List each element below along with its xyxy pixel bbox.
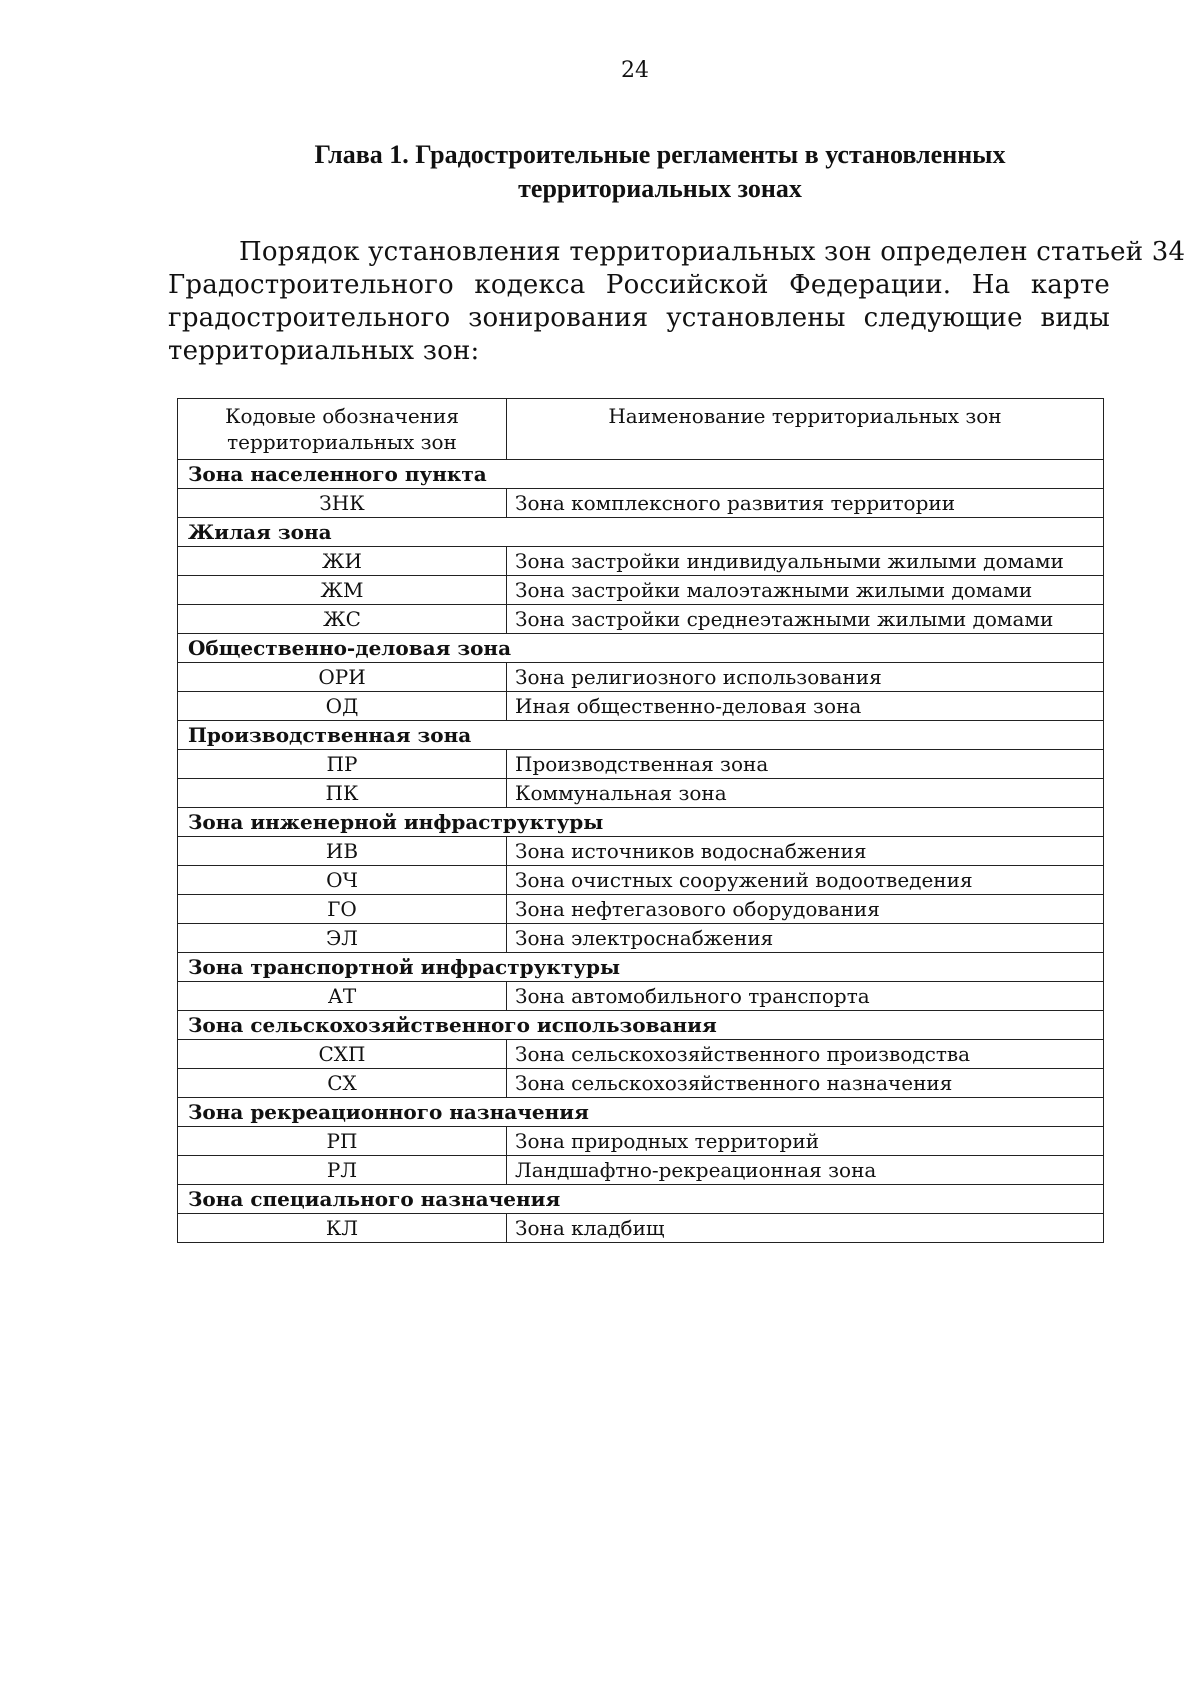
zone-name: Ландшафтно-рекреационная зона — [507, 1156, 1104, 1185]
chapter-title — [200, 138, 1120, 206]
zone-group-title: Производственная зона — [178, 721, 1104, 750]
zone-code: ЗНК — [178, 489, 507, 518]
header-code — [178, 399, 507, 460]
zone-code: ЖС — [178, 605, 507, 634]
zone-group-row — [178, 1098, 1104, 1127]
intro-line: Градостроительного кодекса Российской Федерации. На карте — [168, 270, 1110, 300]
table-row — [178, 1069, 1104, 1098]
table-row — [178, 489, 1104, 518]
table-row — [178, 1156, 1104, 1185]
table-row — [178, 547, 1104, 576]
header-code-line-2: территориальных зон — [227, 430, 457, 454]
zone-group-title: Общественно-деловая зона — [178, 634, 1104, 663]
zone-name: Зона очистных сооружений водоотведения — [507, 866, 1104, 895]
zone-name: Зона застройки среднеэтажными жилыми домами — [507, 605, 1104, 634]
table-row — [178, 1127, 1104, 1156]
table-header-row — [178, 399, 1104, 460]
table-row — [178, 924, 1104, 953]
intro-line: Порядок установления территориальных зон определен статьей 34 — [239, 237, 1186, 267]
zone-code: ПК — [178, 779, 507, 808]
zone-group-row — [178, 634, 1104, 663]
zone-name: Зона кладбищ — [507, 1214, 1104, 1243]
header-code-line-1: Кодовые обозначения — [225, 404, 459, 428]
intro-line: градостроительного зонирования установлены следующие виды — [168, 303, 1110, 333]
intro-line: территориальных зон: — [168, 336, 480, 366]
zone-code: СХ — [178, 1069, 507, 1098]
chapter-title-line-1: Глава 1. Градостроительные регламенты в установленных — [314, 140, 1006, 169]
zone-name: Зона комплексного развития территории — [507, 489, 1104, 518]
zone-name: Коммунальная зона — [507, 779, 1104, 808]
zone-name: Зона застройки индивидуальными жилыми домами — [507, 547, 1104, 576]
table-row — [178, 895, 1104, 924]
table-row — [178, 866, 1104, 895]
zone-name: Зона автомобильного транспорта — [507, 982, 1104, 1011]
zone-group-title: Зона рекреационного назначения — [178, 1098, 1104, 1127]
zone-group-row — [178, 460, 1104, 489]
zone-name: Зона электроснабжения — [507, 924, 1104, 953]
zone-name: Зона нефтегазового оборудования — [507, 895, 1104, 924]
zone-code: ГО — [178, 895, 507, 924]
table-row — [178, 692, 1104, 721]
zone-name: Зона застройки малоэтажными жилыми домами — [507, 576, 1104, 605]
zone-name: Иная общественно-деловая зона — [507, 692, 1104, 721]
zone-group-title: Зона транспортной инфраструктуры — [178, 953, 1104, 982]
zones-table-body — [178, 460, 1104, 1243]
zone-name: Зона сельскохозяйственного назначения — [507, 1069, 1104, 1098]
table-row — [178, 605, 1104, 634]
zone-name: Зона сельскохозяйственного производства — [507, 1040, 1104, 1069]
zone-name: Производственная зона — [507, 750, 1104, 779]
zone-code: СХП — [178, 1040, 507, 1069]
zones-table — [177, 398, 1104, 1243]
zone-group-title: Зона населенного пункта — [178, 460, 1104, 489]
table-row — [178, 837, 1104, 866]
zone-name: Зона природных территорий — [507, 1127, 1104, 1156]
zone-code: ПР — [178, 750, 507, 779]
table-row — [178, 779, 1104, 808]
header-name: Наименование территориальных зон — [507, 399, 1104, 460]
zone-group-row — [178, 1185, 1104, 1214]
table-row — [178, 750, 1104, 779]
table-row — [178, 1040, 1104, 1069]
zone-code: ИВ — [178, 837, 507, 866]
zone-group-row — [178, 953, 1104, 982]
zone-code: КЛ — [178, 1214, 507, 1243]
zone-code: ЭЛ — [178, 924, 507, 953]
table-row — [178, 982, 1104, 1011]
chapter-title-line-2: территориальных зонах — [518, 174, 802, 203]
zone-group-title: Зона специального назначения — [178, 1185, 1104, 1214]
table-row — [178, 663, 1104, 692]
zone-group-row — [178, 721, 1104, 750]
table-row — [178, 576, 1104, 605]
zone-code: ЖИ — [178, 547, 507, 576]
zone-name: Зона религиозного использования — [507, 663, 1104, 692]
zone-code: РП — [178, 1127, 507, 1156]
zone-group-row — [178, 808, 1104, 837]
table-row — [178, 1214, 1104, 1243]
zone-group-title: Жилая зона — [178, 518, 1104, 547]
zone-code: АТ — [178, 982, 507, 1011]
zone-code: ОРИ — [178, 663, 507, 692]
zone-name: Зона источников водоснабжения — [507, 837, 1104, 866]
zone-code: ЖМ — [178, 576, 507, 605]
zone-code: ОЧ — [178, 866, 507, 895]
intro-paragraph — [168, 236, 1186, 368]
zone-group-title: Зона сельскохозяйственного использования — [178, 1011, 1104, 1040]
zone-group-title: Зона инженерной инфраструктуры — [178, 808, 1104, 837]
zone-code: РЛ — [178, 1156, 507, 1185]
zone-group-row — [178, 518, 1104, 547]
zone-group-row — [178, 1011, 1104, 1040]
page-number: 24 — [621, 58, 649, 83]
zone-code: ОД — [178, 692, 507, 721]
